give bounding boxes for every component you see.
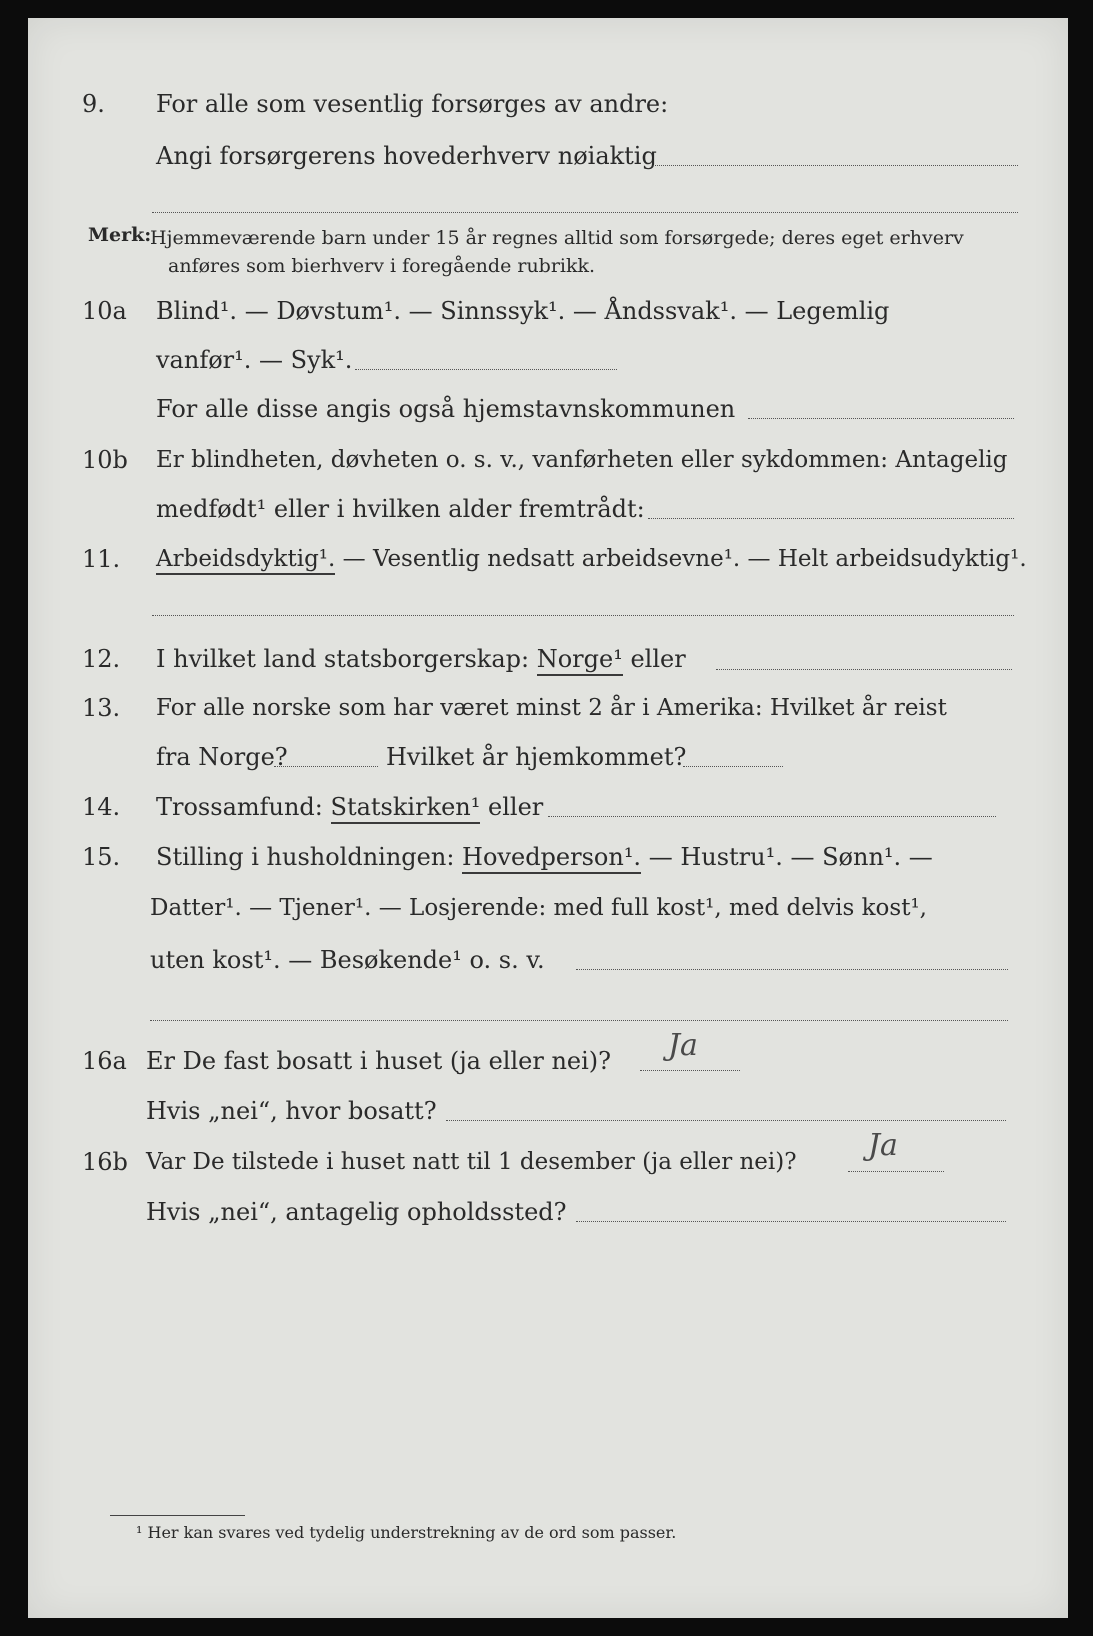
answer-line[interactable]	[548, 816, 996, 817]
answer-line[interactable]	[716, 669, 1012, 670]
question-number: 13.	[82, 694, 121, 722]
answer-line[interactable]	[848, 1171, 944, 1172]
question-text: fra Norge?	[156, 743, 288, 771]
question-text: uten kost¹. — Besøkende¹ o. s. v.	[150, 946, 545, 974]
selected-option[interactable]: Arbeidsdyktig¹.	[156, 546, 335, 575]
answer-line[interactable]	[576, 969, 1008, 970]
answer-line[interactable]	[355, 369, 617, 370]
question-number: 11.	[82, 545, 121, 573]
answer-line[interactable]	[683, 766, 783, 767]
answer-line[interactable]	[152, 212, 1018, 213]
question-text: Er blindheten, døvheten o. s. v., vanførheten eller sykdommen: Antagelig	[156, 447, 1008, 473]
footnote-rule	[110, 1515, 245, 1516]
question-number: 10b	[82, 446, 128, 474]
footnote: ¹ Her kan svares ved tydelig understrekning av de ord som passer.	[136, 1523, 677, 1542]
answer-line[interactable]	[150, 1020, 1008, 1021]
answer-line[interactable]	[648, 518, 1014, 519]
handwritten-answer[interactable]: Ja	[668, 1028, 698, 1063]
question-text: Blind¹. — Døvstum¹. — Sinnssyk¹. — Åndssvak¹. — Legemlig	[156, 297, 890, 325]
question-text: Stilling i husholdningen:	[156, 843, 463, 871]
note-text: Hjemmeværende barn under 15 år regnes alltid som forsørgede; deres eget erhverv	[150, 227, 964, 249]
question-text: Hvis „nei“, antagelig opholdssted?	[146, 1198, 567, 1226]
question-text: For alle disse angis også hjemstavnskommunen	[156, 395, 736, 423]
question-text: Angi forsørgerens hovederhverv nøiaktig	[156, 142, 657, 170]
handwritten-answer[interactable]: Ja	[868, 1128, 898, 1163]
answer-line[interactable]	[152, 615, 1014, 616]
question-text: vanfør¹. — Syk¹.	[156, 346, 353, 374]
answer-line[interactable]	[748, 418, 1014, 419]
question-text: — Hustru¹. — Sønn¹. —	[641, 843, 933, 871]
question-text: Datter¹. — Tjener¹. — Losjerende: med full kost¹, med delvis kost¹,	[150, 895, 927, 921]
question-text: eller	[480, 793, 544, 821]
question-text: Hvilket år hjemkommet?	[386, 743, 687, 771]
question-text: eller	[622, 645, 686, 673]
question-number: 10a	[82, 297, 127, 325]
answer-line[interactable]	[640, 1070, 740, 1071]
selected-option[interactable]: Hovedperson¹.	[462, 843, 641, 874]
question-number: 16a	[82, 1047, 127, 1075]
answer-line[interactable]	[274, 766, 378, 767]
question-number: 16b	[82, 1148, 128, 1176]
question-text: For alle norske som har været minst 2 år i Amerika: Hvilket år reist	[156, 695, 947, 721]
note-text: anføres som bierhverv i foregående rubrikk.	[168, 255, 596, 277]
question-text: Var De tilstede i huset natt til 1 desember (ja eller nei)?	[146, 1149, 797, 1175]
question-text: — Vesentlig nedsatt arbeidsevne¹. — Helt arbeidsudyktig¹.	[335, 546, 1027, 572]
question-number: 15.	[82, 843, 121, 871]
question-text: Er De fast bosatt i huset (ja eller nei)?	[146, 1047, 612, 1075]
selected-option[interactable]: Norge¹	[537, 645, 623, 676]
question-number: 14.	[82, 793, 121, 821]
answer-line[interactable]	[576, 1221, 1006, 1222]
census-form-page	[28, 18, 1068, 1618]
question-text: For alle som vesentlig forsørges av andre:	[156, 90, 669, 118]
question-text: medfødt¹ eller i hvilken alder fremtrådt:	[156, 495, 645, 523]
question-number: 9.	[82, 90, 105, 118]
selected-option[interactable]: Statskirken¹	[331, 793, 481, 824]
question-text: Trossamfund:	[156, 793, 331, 821]
answer-line[interactable]	[653, 165, 1018, 166]
question-text: Hvis „nei“, hvor bosatt?	[146, 1097, 437, 1125]
note-label: Merk:	[88, 224, 152, 246]
question-number: 12.	[82, 645, 121, 673]
question-text: I hvilket land statsborgerskap:	[156, 645, 537, 673]
answer-line[interactable]	[446, 1120, 1006, 1121]
